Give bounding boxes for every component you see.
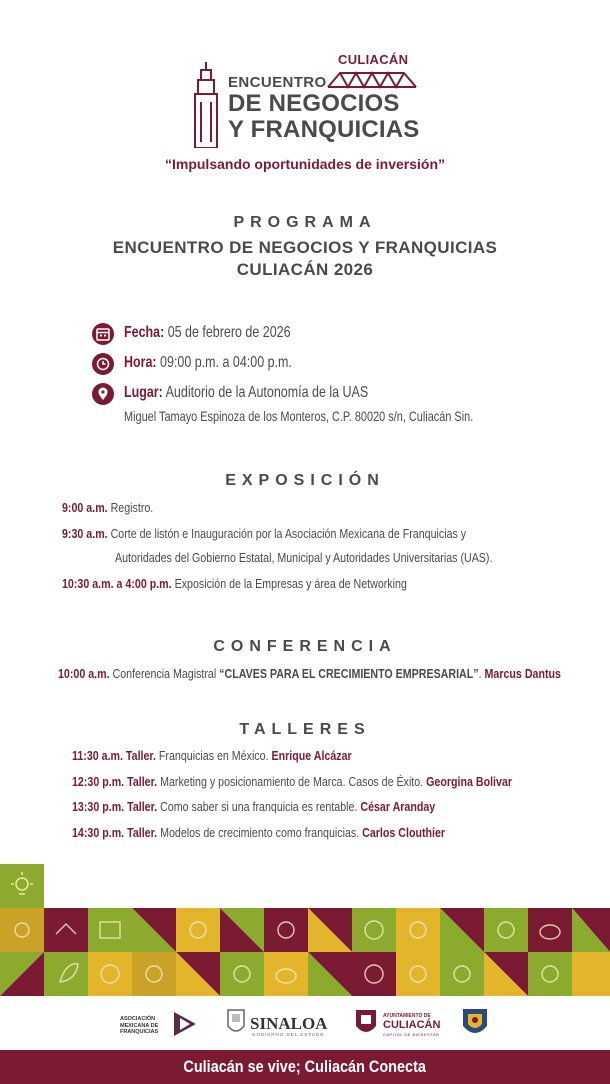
expo-text: Registro. bbox=[107, 500, 154, 515]
expo-time: 10:30 a.m. a 4:00 p.m. bbox=[62, 576, 172, 591]
exposicion-title: EXPOSICIÓN bbox=[225, 472, 385, 489]
expo-text: Corte de listón e Inauguración por la Asociación Mexicana de Franquicias y bbox=[107, 526, 467, 541]
conf-speaker: Marcus Dantus bbox=[484, 666, 561, 681]
slogan: “Impulsando oportunidades de inversión” bbox=[164, 156, 446, 172]
expo-item bbox=[62, 500, 153, 515]
conf-sep: . bbox=[478, 666, 485, 681]
fecha-label: Fecha: bbox=[124, 324, 165, 341]
taller-speaker: Georgina Bolivar bbox=[426, 774, 513, 789]
conf-text: Conferencia Magistral bbox=[109, 666, 220, 681]
conf-time: 10:00 a.m. bbox=[58, 666, 110, 681]
lugar-line bbox=[124, 384, 368, 402]
taller-text: Como saber si una franquicia es rentable. bbox=[157, 799, 361, 814]
sponsor-logos bbox=[0, 1002, 610, 1046]
sinaloa-logo-text: SINALOA bbox=[250, 1014, 328, 1033]
fecha-line bbox=[124, 324, 291, 342]
calendar-icon bbox=[92, 323, 114, 345]
tower-icon bbox=[190, 62, 222, 148]
tile bbox=[0, 864, 44, 908]
ayto-text: AYUNTAMIENTO DE bbox=[383, 1013, 431, 1019]
hora-value: 09:00 p.m. a 04:00 p.m. bbox=[156, 354, 292, 371]
taller-item bbox=[72, 748, 352, 763]
taller-time: 13:30 p.m. Taller. bbox=[72, 799, 158, 814]
conferencia-title: CONFERENCIA bbox=[213, 638, 397, 655]
programa-subtitle1: ENCUENTRO DE NEGOCIOS Y FRANQUICIAS bbox=[112, 238, 498, 257]
clock-icon bbox=[92, 353, 114, 375]
logo-city: CULIACÁN bbox=[338, 52, 409, 67]
decorative-tile-band bbox=[0, 864, 610, 1000]
sinaloa-shield-icon bbox=[226, 1008, 246, 1038]
logo-line2: DE NEGOCIOS bbox=[228, 90, 400, 117]
conf-quote: “CLAVES PARA EL CRECIMIENTO EMPRESARIAL” bbox=[219, 666, 479, 681]
expo-item bbox=[62, 576, 407, 591]
talleres-title: TALLERES bbox=[239, 721, 371, 738]
footer-bar bbox=[0, 1050, 610, 1084]
amf-logo-icon bbox=[172, 1010, 198, 1038]
culiacan-text: CULIACÁN bbox=[383, 1019, 441, 1031]
taller-text: Marketing y posicionamiento de Marca. Casos de Éxito. bbox=[157, 774, 427, 789]
address: Miguel Tamayo Espinoza de los Monteros, C.P. 80020 s/n, Culiacán Sin. bbox=[124, 408, 474, 424]
taller-speaker: Enrique Alcázar bbox=[271, 748, 352, 763]
fecha-value: 05 de febrero de 2026 bbox=[164, 324, 291, 341]
location-pin-icon bbox=[92, 383, 114, 405]
taller-item bbox=[72, 774, 512, 789]
expo-item bbox=[62, 526, 466, 541]
hora-label: Hora: bbox=[124, 354, 157, 371]
culiacan-shield-icon bbox=[354, 1008, 378, 1038]
uas-shield-icon bbox=[460, 1006, 490, 1040]
expo-item bbox=[115, 550, 492, 565]
taller-item bbox=[72, 825, 445, 840]
taller-time: 14:30 p.m. Taller. bbox=[72, 825, 158, 840]
expo-time: 9:00 a.m. bbox=[62, 500, 108, 515]
amf-logo-text: ASOCIACIÓN MEXICANA DE FRANQUICIAS bbox=[120, 1016, 159, 1035]
conferencia-item bbox=[58, 666, 561, 681]
footer-text: Culiacán se vive; Culiacán Conecta bbox=[183, 1057, 427, 1076]
lugar-label: Lugar: bbox=[124, 384, 163, 401]
hora-line bbox=[124, 354, 292, 372]
expo-time: 9:30 a.m. bbox=[62, 526, 108, 541]
taller-speaker: César Aranday bbox=[360, 799, 436, 814]
bridge-icon bbox=[326, 67, 418, 89]
taller-time: 12:30 p.m. Taller. bbox=[72, 774, 158, 789]
expo-text: Exposición de la Empresas y área de Networking bbox=[171, 576, 407, 591]
taller-speaker: Carlos Clouthier bbox=[362, 825, 446, 840]
programa-subtitle2: CULIACÁN 2026 bbox=[236, 260, 374, 279]
logo-line3: Y FRANQUICIAS bbox=[228, 116, 420, 143]
taller-text: Franquicias en México. bbox=[155, 748, 272, 763]
culiacan-sub: CAPITAL DE BIENESTAR bbox=[383, 1032, 440, 1037]
expo-text: Autoridades del Gobierno Estatal, Municipal y Autoridades Universitarias (UAS). bbox=[115, 550, 493, 565]
sinaloa-sub: GOBIERNO DEL ESTADO bbox=[252, 1032, 325, 1037]
taller-time: 11:30 a.m. Taller. bbox=[72, 748, 156, 763]
logo-line1: ENCUENTRO bbox=[228, 74, 327, 91]
lugar-value: Auditorio de la Autonomía de la UAS bbox=[162, 384, 369, 401]
programa-title: PROGRAMA bbox=[233, 214, 377, 231]
taller-item bbox=[72, 799, 435, 814]
taller-text: Modelos de crecimiento como franquicias. bbox=[157, 825, 363, 840]
